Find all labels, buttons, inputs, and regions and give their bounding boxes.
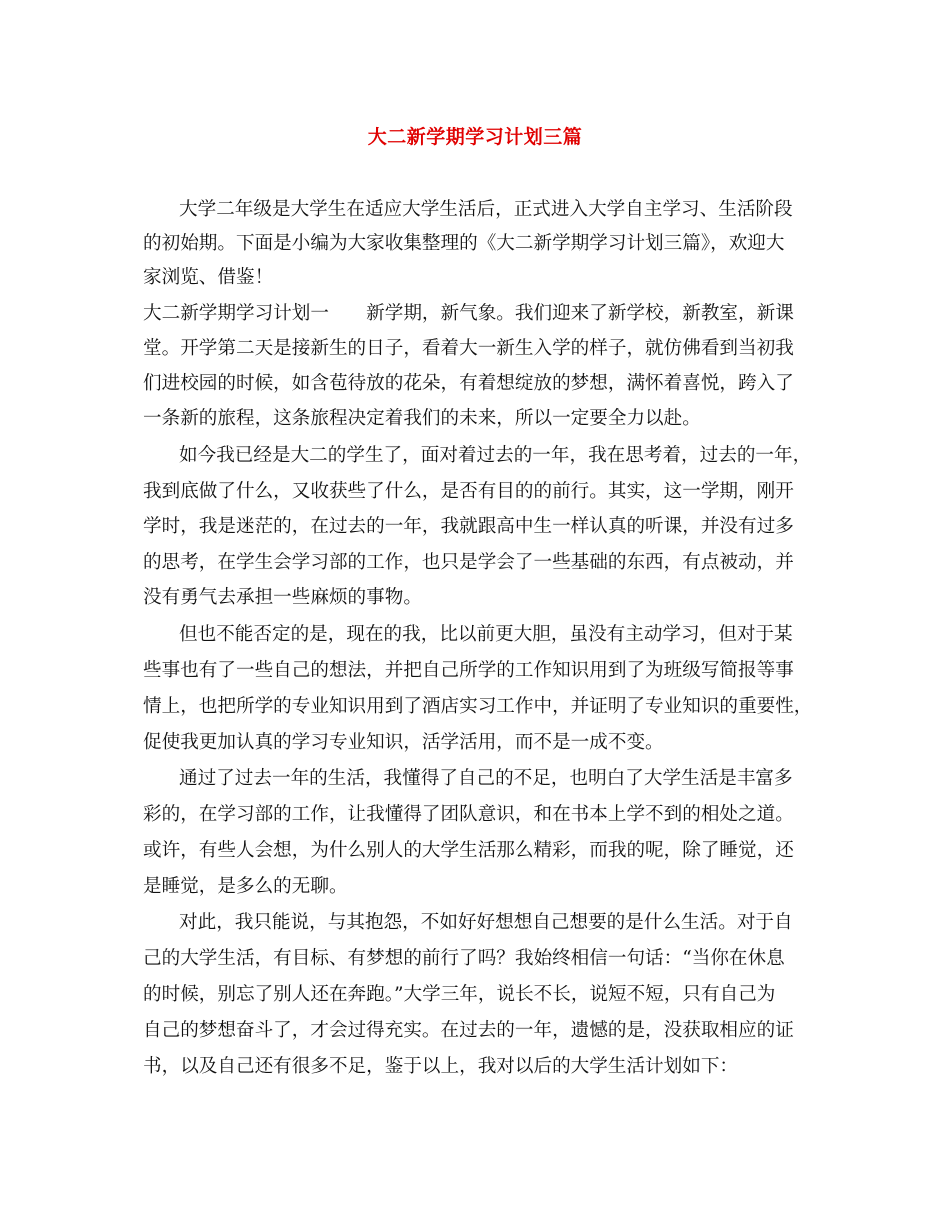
paragraph-line: 但也不能否定的是，现在的我，比以前更大胆，虽没有主动学习，但对于某 xyxy=(179,624,793,645)
paragraph-line: 是睡觉，是多么的无聊。 xyxy=(143,876,348,897)
paragraph-line: 如今我已经是大二的学生了，面对着过去的一年，我在思考着，过去的一年， xyxy=(179,445,812,466)
paragraph-line: 的思考，在学生会学习部的工作，也只是学会了一些基础的东西，有点被动，并 xyxy=(143,552,794,573)
paragraph-line: 大学二年级是大学生在适应大学生活后，正式进入大学自主学习、生活阶段 xyxy=(179,199,793,220)
paragraph-line: 大二新学期学习计划一 新学期，新气象。我们迎来了新学校，新教室，新课 xyxy=(143,303,794,324)
paragraph-line: 学时，我是迷茫的，在过去的一年，我就跟高中生一样认真的听课，并没有过多 xyxy=(143,516,794,537)
paragraph-line: 或许，有些人会想，为什么别人的大学生活那么精彩，而我的呢，除了睡觉，还 xyxy=(143,840,794,861)
paragraph-line: 彩的，在学习部的工作，让我懂得了团队意识，和在书本上学不到的相处之道。 xyxy=(143,804,794,825)
paragraph-line: 自己的梦想奋斗了，才会过得充实。在过去的一年，遗憾的是，没获取相应的证 xyxy=(143,1020,794,1041)
paragraph-line: 家浏览、借鉴！ xyxy=(143,267,274,288)
paragraph-line: 的时候，别忘了别人还在奔跑。”大学三年，说长不长，说短不短，只有自己为 xyxy=(143,984,776,1005)
paragraph-line: 对此，我只能说，与其抱怨，不如好好想想自己想要的是什么生活。对于自 xyxy=(179,912,793,933)
paragraph-line: 通过了过去一年的生活，我懂得了自己的不足，也明白了大学生活是丰富多 xyxy=(179,768,793,789)
paragraph-line: 堂。开学第二天是接新生的日子，看着大一新生入学的样子，就仿佛看到当初我 xyxy=(143,338,794,359)
paragraph-line: 情上，也把所学的专业知识用到了酒店实习工作中，并证明了专业知识的重要性， xyxy=(143,696,813,717)
paragraph-line: 没有勇气去承担一些麻烦的事物。 xyxy=(143,587,422,608)
paragraph-line: 一条新的旅程，这条旅程决定着我们的未来，所以一定要全力以赴。 xyxy=(143,408,701,429)
paragraph-line: 的初始期。下面是小编为大家收集整理的《大二新学期学习计划三篇》，欢迎大 xyxy=(143,233,785,254)
paragraph-line: 促使我更加认真的学习专业知识，活学活用，而不是一成不变。 xyxy=(143,732,664,753)
paragraph-line: 我到底做了什么，又收获些了什么，是否有目的的前行。其实，这一学期，刚开 xyxy=(143,481,794,502)
document-title: 大二新学期学习计划三篇 xyxy=(367,126,583,148)
paragraph-line: 己的大学生活，有目标、有梦想的前行了吗？我始终相信一句话：“当你在休息 xyxy=(143,948,785,969)
paragraph-line: 些事也有了一些自己的想法，并把自己所学的工作知识用到了为班级写简报等事 xyxy=(143,660,794,681)
paragraph-line: 们进校园的时候，如含苞待放的花朵，有着想绽放的梦想，满怀着喜悦，跨入了 xyxy=(143,373,794,394)
paragraph-line: 书，以及自己还有很多不足，鉴于以上，我对以后的大学生活计划如下： xyxy=(143,1056,739,1077)
